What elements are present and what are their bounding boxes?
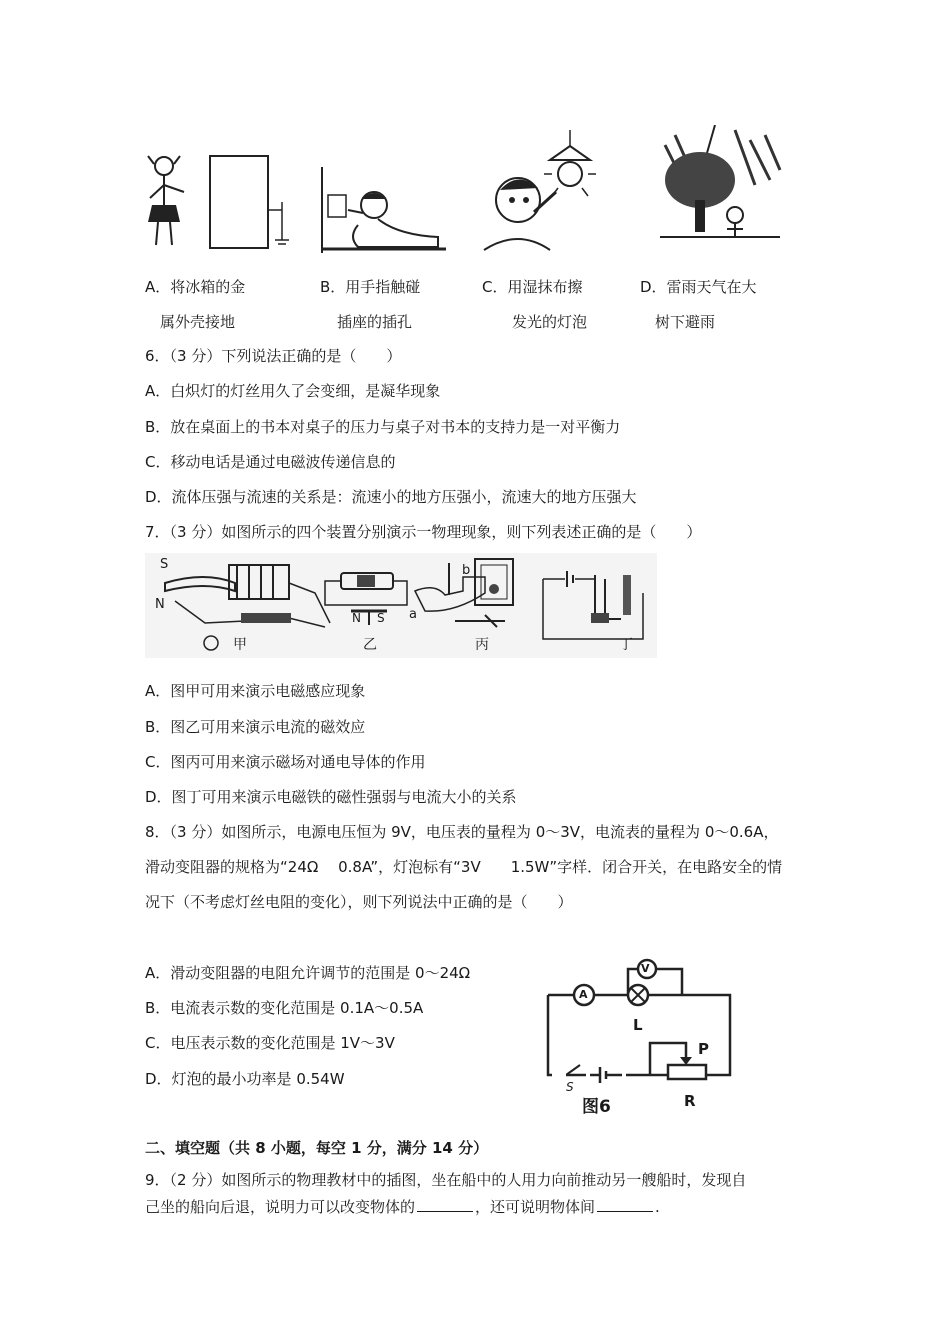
q8-option-a: A．滑动变阻器的电阻允许调节的范围是 0～24Ω [145, 964, 471, 982]
q7-mark-s: S [160, 557, 169, 572]
q8-ammeter-label: A [579, 988, 588, 1001]
q8-resistor-label: R [684, 1092, 696, 1110]
q7-figure-drawing [145, 553, 657, 658]
q9-line2 [145, 1196, 660, 1217]
q8-stem-line2: 滑动变阻器的规格为“24Ω 0.8A”，灯泡标有“3V 1.5W”字样．闭合开关，在电路安全的情 [145, 858, 783, 876]
q7-stem: 7．（3 分）如图所示的四个装置分别演示一物理现象，则下列表述正确的是（ ） [145, 523, 702, 541]
q7-label-bing: 丙 [475, 637, 489, 653]
q5-picture-tree [655, 125, 785, 250]
q7-option-d: D．图丁可用来演示电磁铁的磁性强弱与电流大小的关系 [145, 788, 517, 806]
q9-line2-part1: 己坐的船向后退，说明力可以改变物体的 [145, 1198, 416, 1216]
q9-blank-1[interactable] [417, 1196, 473, 1212]
q7-mark-magnet-n: N [352, 611, 361, 625]
q7-label-yi: 乙 [363, 637, 377, 653]
q9-line2-part2: ，还可说明物体间 [475, 1198, 596, 1216]
q8-slider-label: P [698, 1040, 709, 1058]
q8-option-d: D．灯泡的最小功率是 0.54W [145, 1070, 345, 1088]
q5-picture-fridge [140, 150, 300, 255]
q6-option-b: B．放在桌面上的书本对桌子的压力与桌子对书本的支持力是一对平衡力 [145, 418, 621, 436]
q6-option-c: C．移动电话是通过电磁波传递信息的 [145, 453, 396, 471]
q5-option-a-line2: 属外壳接地 [160, 313, 236, 331]
q8-circuit-diagram [540, 955, 740, 1120]
q7-figure [145, 553, 657, 658]
q9-blank-2[interactable] [597, 1196, 653, 1212]
q8-switch-label: S [566, 1080, 574, 1094]
q5-option-b-line1: B．用手指触碰 [320, 278, 421, 296]
q7-label-jia: 甲 [233, 637, 247, 653]
q8-figure-caption: 图6 [582, 1097, 611, 1117]
q5-option-b-line2: 插座的插孔 [337, 313, 413, 331]
q7-mark-a: a [409, 607, 417, 622]
q5-picture-lamp [480, 128, 610, 253]
q7-option-a: A．图甲可用来演示电磁感应现象 [145, 682, 366, 700]
q5-picture-socket [318, 165, 448, 255]
q5-option-a-line1: A．将冰箱的金 [145, 278, 246, 296]
q8-stem-line1: 8．（3 分）如图所示，电源电压恒为 9V，电压表的量程为 0～3V，电流表的量程为 0～0.6A， [145, 823, 779, 841]
q5-option-c-line2: 发光的灯泡 [512, 313, 588, 331]
q7-mark-b: b [462, 563, 471, 578]
q9-line1: 9．（2 分）如图所示的物理教材中的插图，坐在船中的人用力向前推动另一艘船时，发现自 [145, 1171, 747, 1189]
q6-option-a: A．白炽灯的灯丝用久了会变细，是凝华现象 [145, 382, 441, 400]
q7-mark-n: N [155, 597, 165, 612]
q7-option-b: B．图乙可用来演示电流的磁效应 [145, 718, 366, 736]
section2-title: 二、填空题（共 8 小题，每空 1 分，满分 14 分） [145, 1139, 489, 1157]
q6-stem: 6．（3 分）下列说法正确的是（ ） [145, 347, 402, 365]
q5-option-c-line1: C．用湿抹布擦 [482, 278, 583, 296]
q9-line2-part3: . [655, 1198, 660, 1216]
q8-voltmeter-label: V [641, 962, 650, 975]
q8-lamp-label: L [633, 1016, 643, 1034]
q7-option-c: C．图丙可用来演示磁场对通电导体的作用 [145, 753, 426, 771]
q8-stem-line3: 况下（不考虑灯丝电阻的变化），则下列说法中正确的是（ ） [145, 893, 573, 911]
q7-mark-magnet-s: S [377, 611, 385, 625]
q7-label-ding: 丁 [619, 637, 633, 653]
q8-option-c: C．电压表示数的变化范围是 1V～3V [145, 1034, 395, 1052]
q6-option-d: D．流体压强与流速的关系是：流速小的地方压强小，流速大的地方压强大 [145, 488, 637, 506]
q5-option-d-line2: 树下避雨 [655, 313, 716, 331]
q5-option-d-line1: D．雷雨天气在大 [640, 278, 757, 296]
q8-option-b: B．电流表示数的变化范围是 0.1A～0.5A [145, 999, 424, 1017]
